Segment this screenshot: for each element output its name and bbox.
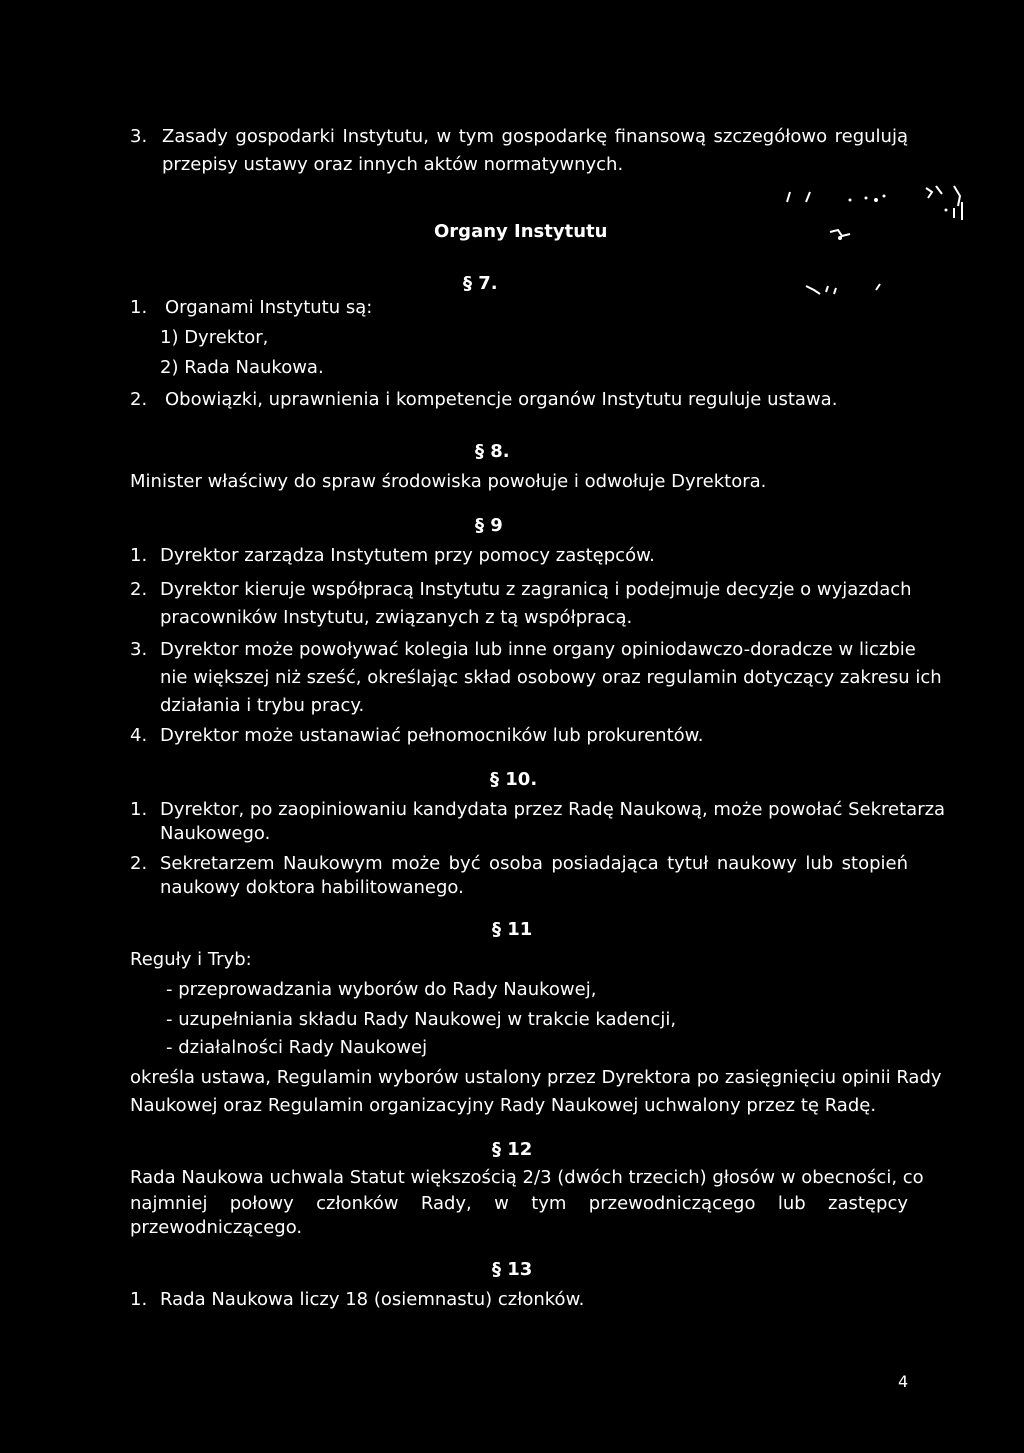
paragraph-line: Sekretarzem Naukowym może być osoba posiadająca tytuł naukowy lub stopień [160, 853, 908, 874]
section-heading: Organy Instytutu [434, 221, 608, 242]
paragraph-line: Dyrektor zarządza Instytutem przy pomocy zastępców. [160, 545, 655, 566]
paragraph-line: naukowy doktora habilitowanego. [160, 877, 464, 898]
page-number: 4 [898, 1372, 909, 1391]
section-number: § 7. [463, 273, 498, 294]
paragraph-line: najmniej połowy członków Rady, w tym przewodniczącego lub zastępcy [130, 1193, 908, 1214]
list-number: 2. [130, 389, 148, 410]
list-number: 2. [130, 579, 148, 600]
paragraph-line: Rada Naukowa uchwala Statut większością 2/3 (dwóch trzecich) głosów w obecności, co [130, 1167, 924, 1188]
section-number: § 9 [475, 515, 503, 536]
paragraph-line: Organami Instytutu są: [165, 297, 373, 318]
paragraph-line: określa ustawa, Regulamin wyborów ustalony przez Dyrektora po zasięgnięciu opinii Rady [130, 1067, 942, 1088]
paragraph-line: działania i trybu pracy. [160, 695, 365, 716]
bullet-item: - uzupełniania składu Rady Naukowej w trakcie kadencji, [166, 1009, 677, 1030]
section-number: § 8. [475, 441, 510, 462]
sub-list-item: 1) Dyrektor, [160, 327, 269, 348]
section-number: § 10. [490, 769, 538, 790]
bullet-item: - działalności Rady Naukowej [166, 1037, 428, 1058]
list-number: 3. [130, 639, 148, 660]
section-number: § 11 [492, 919, 533, 940]
list-number: 1. [130, 1289, 148, 1310]
list-number: 1. [130, 545, 148, 566]
list-number: 4. [130, 725, 148, 746]
paragraph-line: Dyrektor może powoływać kolegia lub inne organy opiniodawczo-doradcze w liczbie [160, 639, 916, 660]
paragraph-line: Dyrektor, po zaopiniowaniu kandydata przez Radę Naukową, może powołać Sekretarza [160, 799, 946, 820]
paragraph-line: przewodniczącego. [130, 1217, 303, 1238]
stamp-residue [780, 180, 980, 320]
list-number: 1. [130, 297, 148, 318]
section-number: § 13 [492, 1259, 533, 1280]
paragraph-line: Reguły i Tryb: [130, 949, 252, 970]
paragraph-line: nie większej niż sześć, określając skład osobowy oraz regulamin dotyczący zakresu ich [160, 667, 942, 688]
paragraph-line: Dyrektor kieruje współpracą Instytutu z zagranicą i podejmuje decyzje o wyjazdach [160, 579, 912, 600]
paragraph-line: Naukowego. [160, 823, 271, 844]
sub-list-item: 2) Rada Naukowa. [160, 357, 324, 378]
list-number: 1. [130, 799, 148, 820]
paragraph-line: Obowiązki, uprawnienia i kompetencje organów Instytutu reguluje ustawa. [165, 389, 838, 410]
paragraph-line: Minister właściwy do spraw środowiska powołuje i odwołuje Dyrektora. [130, 471, 767, 492]
paragraph-line: Naukowej oraz Regulamin organizacyjny Rady Naukowej uchwalony przez tę Radę. [130, 1095, 877, 1116]
bullet-item: - przeprowadzania wyborów do Rady Naukowej, [166, 979, 597, 1000]
section-number: § 12 [492, 1139, 533, 1160]
paragraph-line: Rada Naukowa liczy 18 (osiemnastu) członków. [160, 1289, 585, 1310]
paragraph-line: przepisy ustawy oraz innych aktów normatywnych. [162, 154, 624, 175]
paragraph-line: Dyrektor może ustanawiać pełnomocników lub prokurentów. [160, 725, 704, 746]
list-number: 3. [130, 126, 148, 147]
paragraph-line: Zasady gospodarki Instytutu, w tym gospodarkę finansową szczegółowo regulują [162, 126, 908, 147]
list-number: 2. [130, 853, 148, 874]
paragraph-line: pracowników Instytutu, związanych z tą współpracą. [160, 607, 633, 628]
